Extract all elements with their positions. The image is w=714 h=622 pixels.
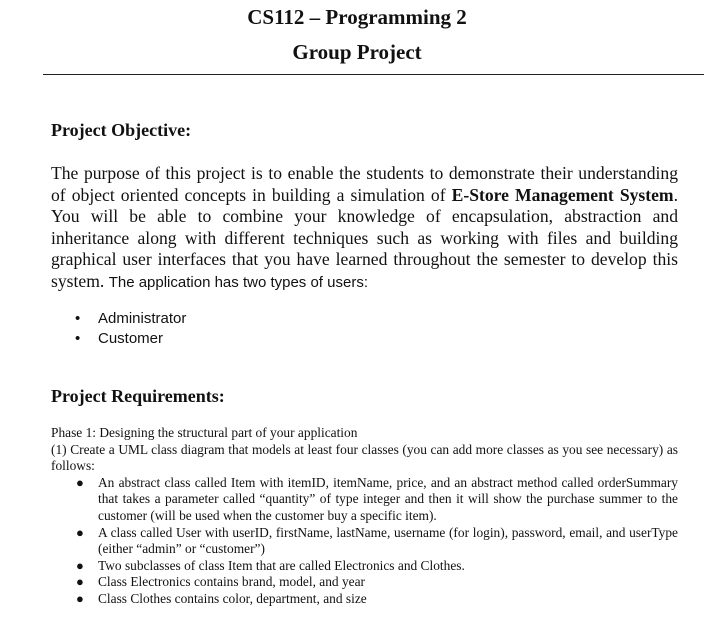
list-item: [51, 558, 678, 575]
bullet-icon: •: [75, 310, 81, 327]
phase-intro: (1) Create a UML class diagram that models at least four classes (you can add more classes as you see necessary) as follows:: [51, 441, 678, 474]
list-item: [51, 591, 678, 608]
header-divider: [43, 74, 704, 75]
objective-text-start: The purpose of this project is to enable the students to demonstrate their understanding of object oriented concepts in building a simulation of: [51, 163, 678, 205]
list-item: [51, 475, 678, 525]
list-item: [51, 329, 186, 349]
bullet-icon: •: [75, 330, 81, 347]
user-types-list: [51, 309, 186, 349]
requirement-text: Two subclasses of class Item that are called Electronics and Clothes.: [98, 557, 465, 573]
objective-paragraph: [51, 163, 678, 294]
requirement-text: An abstract class called Item with itemID, itemName, price, and an abstract method called orderSummary that takes a parameter called “quantity” of type integer and then it will show the purchase summer to the customer (will be used when the customer buy a specific item).: [98, 474, 678, 523]
document-title: CS112 – Programming 2: [247, 5, 467, 29]
phase-1-section: [51, 425, 678, 608]
phase-title: Phase 1: Designing the structural part of your application: [51, 425, 358, 440]
requirements-heading: Project Requirements:: [51, 386, 225, 406]
bullet-icon: ●: [76, 524, 84, 540]
list-item: [51, 309, 186, 329]
list-item: [51, 525, 678, 558]
objective-text-end: The application has two types of users:: [108, 273, 368, 291]
objective-system-name: E-Store Management System: [451, 184, 674, 205]
bullet-icon: ●: [76, 590, 84, 606]
user-type-label: Customer: [98, 330, 164, 347]
requirements-list: [51, 475, 678, 608]
requirement-text: Class Electronics contains brand, model, and year: [98, 574, 365, 590]
requirement-text: Class Clothes contains color, department, and size: [98, 590, 367, 606]
bullet-icon: ●: [76, 557, 84, 573]
list-item: [51, 574, 678, 591]
objective-text-middle: . You will be able to combine your knowledge of encapsulation, abstraction and inheritance along with different techniques such as working with files and building graphical user interfaces that you have learned throughout the semester to develop this system.: [51, 184, 678, 291]
objective-heading: Project Objective:: [51, 120, 192, 140]
user-type-label: Administrator: [98, 310, 187, 327]
requirement-text: A class called User with userID, firstName, lastName, username (for login), password, email, and userType (either “admin” or “customer”): [98, 524, 678, 557]
bullet-icon: ●: [76, 474, 84, 490]
bullet-icon: ●: [76, 574, 84, 590]
document-subtitle: Group Project: [292, 40, 422, 64]
